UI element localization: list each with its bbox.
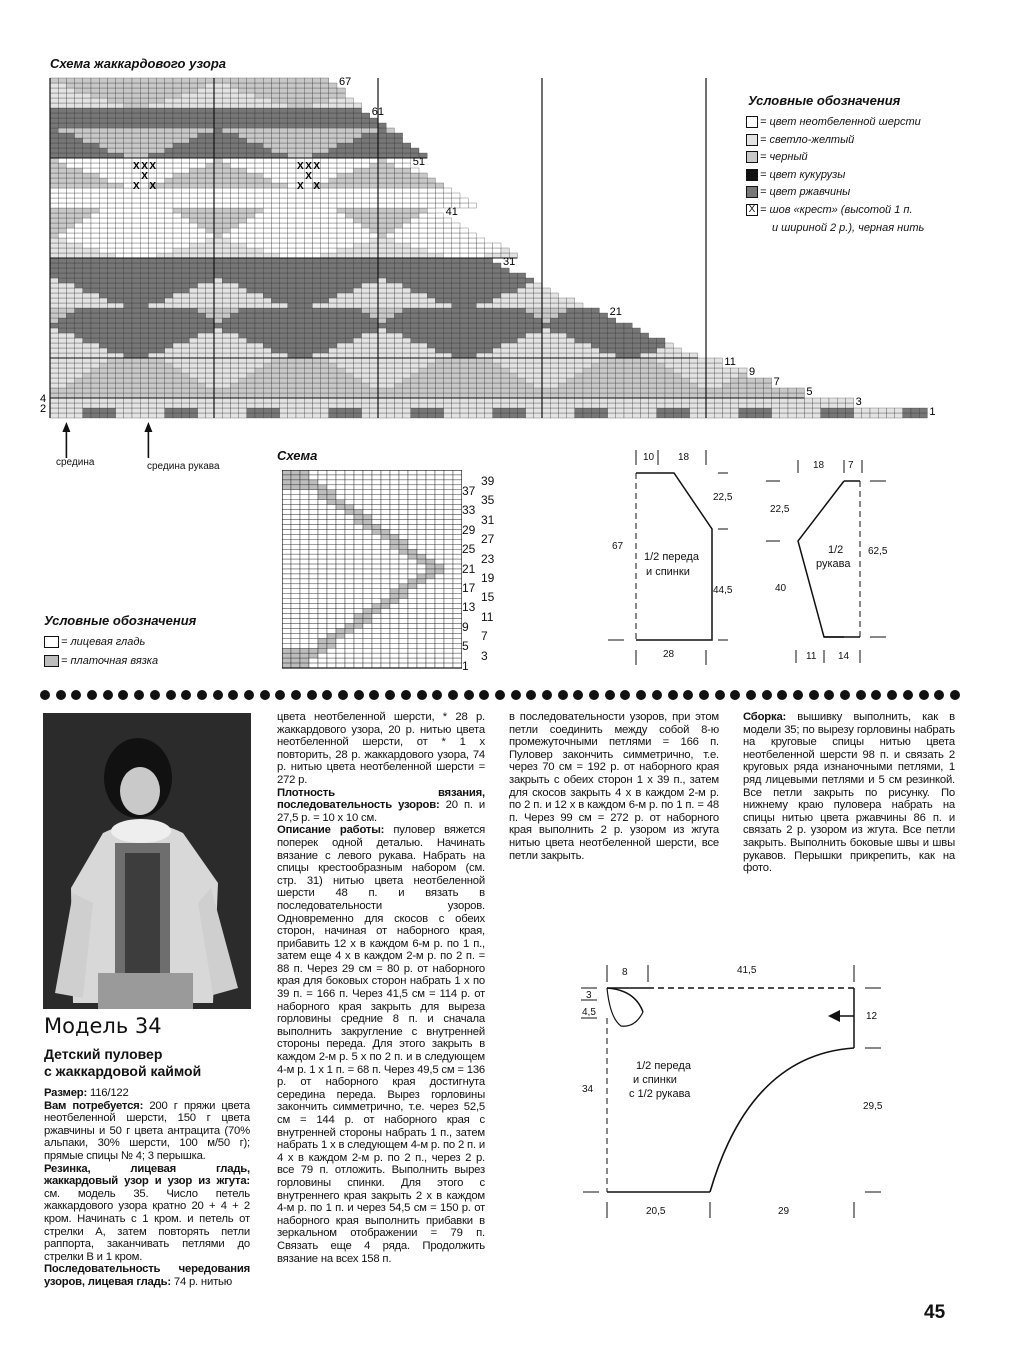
jacquard-legend-item [746, 151, 808, 163]
sleeve-dim-height: 62,5 [868, 546, 888, 557]
divider-dot [71, 690, 81, 700]
large-dim-left-top2: 4,5 [582, 1007, 596, 1018]
text-column-2 [277, 711, 485, 1265]
large-dim-left: 34 [582, 1084, 594, 1095]
cable-row-label: 31 [481, 512, 495, 527]
paragraph-text: вышивку выполнить, как в модели 35; по вырезу горловины набрать на круговые спицы нитью цвета неотбеленной шерсти 98 п. и связать 2 круговых ряда изнаночными петлями, 1 ряд лицевыми петлями и 5 см резинкой. Все петли закрыть по рисунку. По нижнему краю пуловера набрать на спицы нитью цвета ржавчины 86 п. и связать 2 р. узором из жгута. Все петли закрыть. Выполнить боковые швы и швы рукавов. Перышки прикрепить, как на фото. [743, 711, 955, 875]
cable-row-label: 17 [462, 581, 476, 595]
row-label: 67 [339, 76, 352, 88]
cross-stitch-mark: X [141, 161, 148, 172]
cable-row-label: 9 [462, 619, 469, 634]
row-label: 7 [773, 376, 780, 388]
jacquard-chart [40, 70, 960, 470]
divider-dot [919, 690, 929, 700]
model-photo [43, 713, 251, 1009]
divider-dot [40, 690, 50, 700]
cross-stitch-mark: X [297, 161, 304, 172]
legend-swatch [746, 116, 758, 128]
cross-stitch-mark: X [149, 181, 157, 192]
divider-dot [620, 690, 630, 700]
sleeve-dim-upper: 22,5 [770, 504, 790, 515]
legend-swatch: X [746, 204, 758, 216]
divider-dot [777, 690, 787, 700]
divider-dot [652, 690, 662, 700]
large-label-3: с 1/2 рукава [629, 1088, 691, 1100]
cross-stitch-mark: X [133, 161, 140, 172]
divider-dot [558, 690, 568, 700]
legend-label: = цвет неотбеленной шерсти [760, 116, 921, 128]
divider-dot [228, 690, 238, 700]
arrow-sleeve-icon [144, 422, 152, 458]
divider-dot [244, 690, 254, 700]
divider-dot [385, 690, 395, 700]
legend-label: = платочная вязка [61, 655, 159, 667]
text-column-4 [743, 711, 955, 875]
jacquard-legend-item [746, 186, 850, 198]
paragraph [509, 711, 719, 862]
cable-chart [282, 470, 462, 670]
row-label: 3 [855, 396, 862, 408]
legend-label: = черный [760, 151, 808, 163]
large-dim-right-top: 12 [866, 1011, 878, 1022]
divider-dot [150, 690, 160, 700]
row-label-left: 4 [40, 393, 47, 405]
row-label: 41 [445, 206, 458, 218]
paragraph [44, 1087, 250, 1100]
cable-row-label: 21 [462, 561, 476, 576]
paragraph-text: в последовательности узоров, при этом петли соединить между собой 8-ю промежуточными петлями = 166 п. Пуловер закончить симметрично, т.е. через 70 см = 192 р. от наборного края закрыть с обеих сторон 1 х 39 п., затем для скосов закрыть 4 х в каждом 2-м р. по 2 п. и 12 х в каждом 6-м р. по 1 п. = 48 п. Через 99 см = 272 р. от наборного края выполнить 2 р. узором из жгута нитью цвета неотбеленной шерсти, все петли закрыть. [509, 711, 719, 862]
cable-title: Схема [277, 448, 318, 463]
divider-dot [432, 690, 442, 700]
divider-dot [197, 690, 207, 700]
cross-stitch-mark: X [305, 171, 312, 182]
legend-swatch [746, 186, 758, 198]
divider-dot [166, 690, 176, 700]
cross-stitch-mark: X [133, 181, 140, 192]
paragraph [44, 1100, 250, 1163]
sleeve-dim-lower: 40 [775, 583, 787, 594]
divider-dot [495, 690, 505, 700]
cable-row-label: 15 [481, 590, 495, 605]
divider-dot [699, 690, 709, 700]
sleeve-dim-bottom-right: 14 [838, 651, 850, 662]
row-label: 1 [929, 406, 936, 418]
paragraph [277, 787, 485, 825]
divider-dot [134, 690, 144, 700]
large-dim-top1: 8 [622, 967, 628, 978]
paragraph-text: пуловер вяжется поперек одной деталью. Начинать вязание с левого рукава. Набрать на спицы крестообразным набором (см. стр. 31) нитью цвета неотбеленной шерсти 48 п. и вязать в последовательности узоров. Одновременно для скосов с обеих сторон, начиная от наборного края, прибавить 12 х в каждом 6-м р. по 1 п., затем еще 4 х в каждом 2-м р. по 2 п. = 88 п. Через 29 см = 80 р. от наборного края для боковых сторон набрать 1 х по 39 п. = 166 п. Через 41,5 см = 114 р. от наборного края закрыть для выреза горловины средние 8 п. и сначала выполнить закругление с внутренней стороны переда. Для этого закрыть в каждом 2-м р. 5 х по 2 п. и в следующем 4-м р. 1 х 1 п. = 68 п. Через 49,5 см = 136 р. от наборного края достигнута середина переда. Вырез горловины закончить симметрично, т.е. через 52,5 см = 144 р. от наборного края с внутренней стороны набрать 1 п., затем набрать 1 х в следующем 4-м р. по 2 п. и 4 х в каждом 2-м р. по 2 п., через 2 р. все 79 п. отложить. Выполнить вырез горловины спинки. Для этого с внутреннего края закрыть 2 х в каждом 4-м р. по 1 п. и через 54,5 см = 150 р. от наборного края выполнить прибавки в зеркальном отображении = 79 п. Связать еще 4 ряда. Продолжить вязание на всех 158 п. [277, 824, 485, 1265]
divider-dot [526, 690, 536, 700]
divider-dot [87, 690, 97, 700]
text-column-1 [44, 1087, 250, 1289]
paragraph-text: 116/122 [87, 1087, 129, 1099]
sleeve-dim-top-left: 18 [813, 460, 825, 471]
paragraph-text: 74 р. нитью [170, 1275, 233, 1288]
paragraph [44, 1163, 250, 1264]
body-dim-top-right: 18 [678, 452, 690, 463]
divider-dot [181, 690, 191, 700]
divider-dot [401, 690, 411, 700]
paragraph [743, 711, 955, 875]
row-label: 61 [371, 106, 385, 118]
divider-dot [573, 690, 583, 700]
sleeve-label-2: рукава [816, 558, 851, 570]
legend-swatch [44, 655, 59, 667]
paragraph-heading: Размер: [44, 1087, 88, 1099]
legend-swatch [44, 636, 59, 648]
body-dim-upper: 22,5 [713, 492, 733, 503]
paragraph [277, 711, 485, 787]
divider-dot [103, 690, 113, 700]
page-number: 45 [924, 1302, 946, 1323]
divider-dot [322, 690, 332, 700]
paragraph-heading: Сборка: [743, 711, 787, 723]
large-dim-right: 29,5 [863, 1101, 883, 1112]
body-dim-height: 67 [612, 541, 624, 552]
model-number: Модель 34 [44, 1014, 162, 1038]
large-dim-bottom-right: 29 [778, 1206, 790, 1217]
row-label: 31 [503, 256, 516, 268]
divider-dot [950, 690, 960, 700]
divider-dot [369, 690, 379, 700]
divider-dot [291, 690, 301, 700]
jacquard-legend-title: Условные обозначения [748, 93, 901, 108]
legend-label: = светло-желтый [760, 133, 855, 146]
divider-dot [730, 690, 740, 700]
cross-stitch-mark: X [313, 181, 321, 192]
divider-dot [542, 690, 552, 700]
divider-dot [56, 690, 66, 700]
divider-dot [871, 690, 881, 700]
divider-dot [338, 690, 348, 700]
paragraph-text: 200 г пряжи цвета неотбеленной шерсти, 150 г цвета ржавчины и 50 г цвета антрацита (70% альпаки, 30% шерсти, 100 м/50 г); прямые спицы № 4; 3 перышка. [44, 1099, 250, 1162]
cross-stitch-mark: X [149, 161, 157, 172]
arrow-center-icon [62, 422, 70, 458]
row-label: 51 [412, 156, 426, 168]
divider-dot [213, 690, 223, 700]
pattern-large [575, 960, 895, 1230]
divider-dot [605, 690, 615, 700]
arrow-center-label: средина [56, 457, 95, 468]
large-label-1: 1/2 переда [636, 1060, 691, 1072]
sleeve-dim-top-right: 7 [848, 460, 854, 471]
divider-dot [479, 690, 489, 700]
legend-label: = цвет кукурузы [760, 168, 846, 181]
divider-dot [118, 690, 128, 700]
row-label: 5 [806, 386, 813, 398]
large-dim-left-top: 3 [586, 990, 592, 1001]
text-column-3 [509, 711, 719, 862]
paragraph [277, 824, 485, 1265]
divider-dot [307, 690, 317, 700]
legend-label: = цвет ржавчины [760, 186, 851, 198]
divider-dot [448, 690, 458, 700]
paragraph-heading: Плотность вязания, последовательность узоров: [277, 786, 485, 812]
divider-dot [589, 690, 599, 700]
divider-dot [683, 690, 693, 700]
divider-dot [417, 690, 427, 700]
cable-row-label: 39 [481, 474, 495, 488]
legend-swatch [746, 151, 758, 163]
cable-row-label: 27 [481, 532, 495, 547]
paragraph-heading: Резинка, лицевая гладь, жаккардовый узор и узор из жгута: [44, 1162, 250, 1188]
arrow-sleeve-label: средина рукава [147, 461, 220, 472]
divider-dot [354, 690, 364, 700]
model-title-1: Детский пуловер [44, 1046, 163, 1062]
cable-row-label: 29 [462, 522, 476, 537]
cable-row-label: 5 [462, 639, 469, 654]
cable-legend-title: Условные обозначения [44, 613, 197, 628]
cable-legend-item [44, 655, 158, 667]
divider-dot [824, 690, 834, 700]
cross-stitch-mark: X [297, 181, 304, 192]
cross-stitch-mark: X [305, 161, 312, 172]
cable-row-label: 19 [481, 571, 495, 585]
divider-dot [887, 690, 897, 700]
paragraph-heading: Описание работы: [277, 824, 385, 837]
cable-row-label: 23 [481, 551, 495, 566]
jacquard-title: Схема жаккардового узора [50, 56, 227, 71]
legend-label: = шов «крест» (высотой 1 п. [760, 203, 913, 216]
body-dim-lower: 44,5 [713, 585, 733, 596]
cable-row-label: 37 [462, 484, 476, 498]
cable-row-label: 13 [462, 600, 476, 615]
jacquard-legend-item [746, 204, 913, 216]
dotted-divider [40, 690, 960, 702]
divider-dot [762, 690, 772, 700]
row-label: 21 [609, 306, 622, 318]
divider-dot [275, 690, 285, 700]
row-label-left: 2 [40, 403, 47, 415]
divider-dot [934, 690, 944, 700]
sleeve-label-1: 1/2 [828, 544, 844, 556]
divider-dot [840, 690, 850, 700]
body-dim-bottom: 28 [663, 649, 675, 660]
paragraph [44, 1263, 250, 1288]
cross-stitch-mark: X [141, 171, 148, 182]
row-label: 11 [724, 356, 736, 368]
cross-stitch-mark: X [313, 161, 321, 172]
cable-row-label: 7 [481, 629, 488, 644]
jacquard-legend-item [746, 134, 854, 146]
paragraph-heading: Вам потребуется: [44, 1099, 144, 1112]
cable-row-label: 25 [462, 542, 476, 557]
legend-label: = лицевая гладь [61, 636, 146, 648]
body-label-1: 1/2 переда [644, 551, 699, 563]
cable-row-label: 1 [462, 658, 469, 673]
body-dim-top-left: 10 [643, 452, 655, 463]
legend-swatch [746, 134, 758, 146]
divider-dot [746, 690, 756, 700]
divider-dot [260, 690, 270, 700]
large-dim-top2: 41,5 [737, 965, 757, 976]
cable-row-label: 33 [462, 503, 476, 518]
divider-dot [715, 690, 725, 700]
jacquard-legend-note: и шириной 2 р.), черная нить [772, 222, 925, 234]
divider-dot [856, 690, 866, 700]
divider-dot [809, 690, 819, 700]
jacquard-legend-item [746, 169, 845, 181]
divider-dot [793, 690, 803, 700]
divider-dot [668, 690, 678, 700]
legend-swatch [746, 169, 758, 181]
paragraph-text: 20 п. и 27,5 р. = 10 х 10 см. [277, 799, 486, 824]
paragraph-text: см. модель 35. Число петель жаккардового узора кратно 20 + 4 + 2 кром. Начинать с 1 кром. и петель от стрелки А, затем повторять петли раппорта, заканчивать петлями до стрелки В и 1 кром. [44, 1187, 250, 1263]
body-label-2: и спинки [646, 566, 690, 578]
cable-row-label: 3 [481, 648, 488, 663]
divider-dot [511, 690, 521, 700]
model-title-2: с жаккардовой каймой [44, 1063, 202, 1079]
paragraph-heading: Последовательность чередования узоров, лицевая гладь: [44, 1263, 250, 1288]
cable-row-label: 35 [481, 493, 495, 508]
sleeve-dim-bottom-left: 11 [806, 651, 817, 662]
divider-dot [464, 690, 474, 700]
cable-legend-item [44, 636, 145, 648]
large-dim-bottom-left: 20,5 [646, 1206, 666, 1217]
divider-dot [636, 690, 646, 700]
divider-dot [903, 690, 913, 700]
row-label: 9 [749, 366, 756, 378]
large-label-2: и спинки [633, 1074, 677, 1086]
paragraph-text: цвета неотбеленной шерсти, * 28 р. жаккардового узора, 20 р. нитью цвета неотбеленной шерсти, от * 1 х повторить, 28 р. жаккардового узора, 74 р. нитью цвета неотбеленной шерсти = 272 р. [277, 711, 485, 786]
cable-row-label: 11 [481, 609, 494, 624]
jacquard-legend-item [746, 116, 921, 128]
